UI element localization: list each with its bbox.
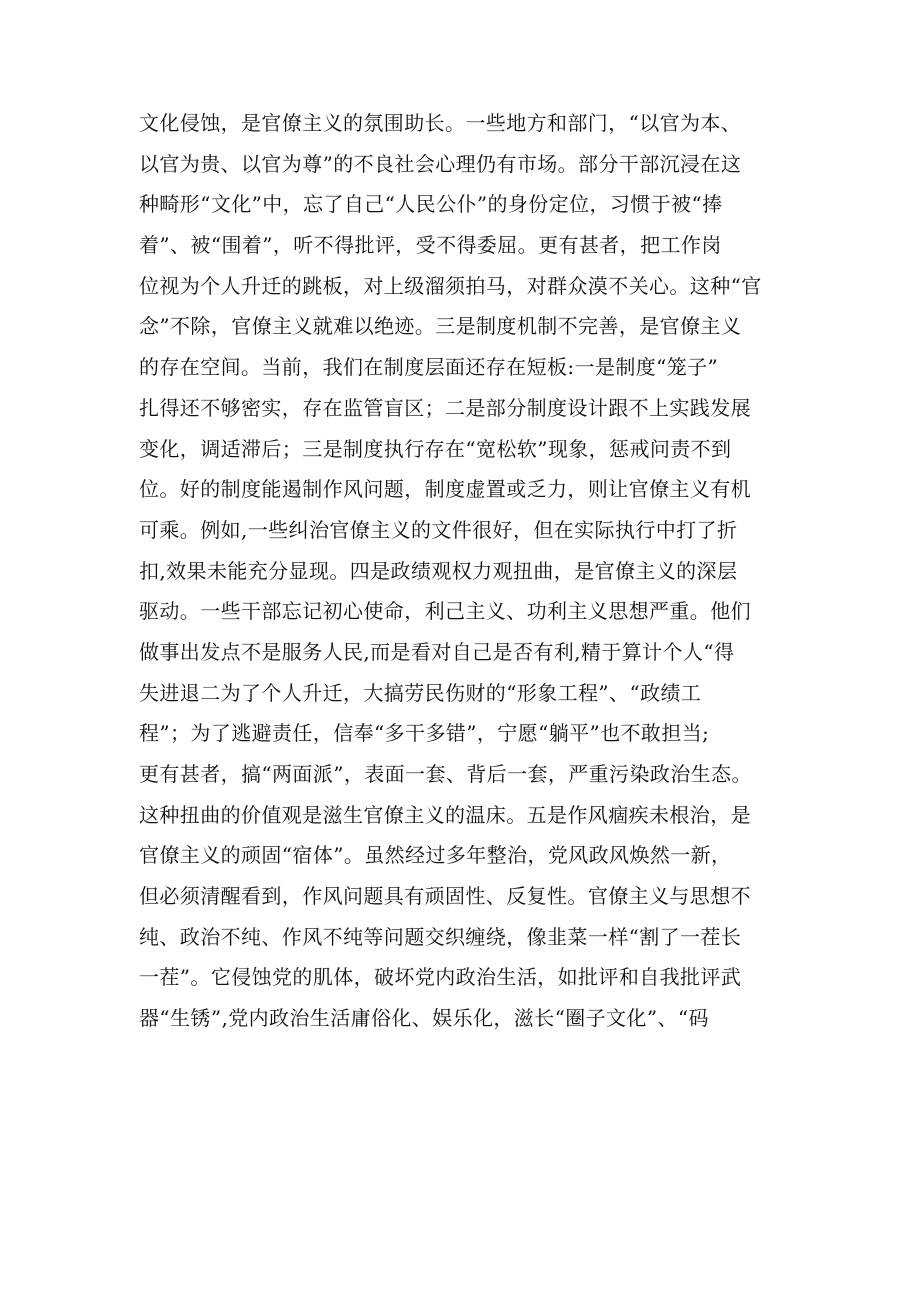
text-line: 的存在空间。当前，我们在制度层面还存在短板:一是制度“笼子” (139, 355, 719, 380)
text-line: 以官为贵、以官为尊”的不良社会心理仍有市场。部分干部沉浸在这 (139, 151, 742, 176)
text-line: 扎得还不够密实，存在监管盲区；二是部分制度设计跟不上实践发展 (139, 395, 751, 420)
text-line: 官僚主义的顽固“宿体”。虽然经过多年整治，党风政风焕然一新， (139, 843, 732, 868)
text-line: 程”；为了逃避责任，信奉“多干多错”，宁愿“躺平”也不敢担当; (139, 721, 710, 746)
text-line: 失进退二为了个人升迁，大搞劳民伤财的“形象工程”、“政绩工 (139, 680, 702, 705)
text-line: 这种扭曲的价值观是滋生官僚主义的温床。五是作风痼疾未根治，是 (139, 802, 751, 827)
body-text (139, 103, 789, 1039)
text-line: 位。好的制度能遏制作风问题，制度虚置或乏力，则让官僚主义有机 (139, 477, 751, 502)
text-line: 扣,效果未能充分显现。四是政绩观权力观扭曲，是官僚主义的深层 (139, 558, 738, 583)
text-line: 文化侵蚀，是官僚主义的氛围助长。一些地方和部门，“以官为本、 (139, 111, 742, 135)
text-line: 一茬”。它侵蚀党的肌体，破坏党内政治生活，如批评和自我批评武 (139, 965, 742, 990)
text-line: 位视为个人升迁的跳板，对上级溜须拍马，对群众漠不关心。这种“官 (139, 273, 762, 298)
text-line: 变化，调适滞后；三是制度执行存在“宽松软”现象，惩戒问责不到 (139, 436, 732, 461)
text-line: 器“生锈”,党内政治生活庸俗化、娱乐化，滋长“圈子文化”、“码 (139, 1006, 709, 1031)
text-line: 念”不除，官僚主义就难以绝迹。三是制度机制不完善，是官僚主义 (139, 314, 742, 339)
text-line: 但必须清醒看到，作风问题具有顽固性、反复性。官僚主义与思想不 (139, 884, 751, 909)
text-line: 做事出发点不是服务人民,而是看对自己是否有利,精于算计个人“得 (139, 639, 735, 664)
text-line: 纯、政治不纯、作风不纯等问题交织缠绕，像韭菜一样“割了一茬长 (139, 924, 742, 949)
text-line: 更有甚者，搞“两面派”，表面一套、背后一套，严重污染政治生态。 (139, 762, 752, 786)
text-line: 驱动。一些干部忘记初心使命，利己主义、功利主义思想严重。他们 (139, 599, 751, 624)
text-line: 着”、被“围着”，听不得批评，受不得委屈。更有甚者，把工作岗 (139, 233, 722, 258)
text-line: 可乘。例如,一些纠治官僚主义的文件很好，但在实际执行中打了折 (139, 517, 738, 542)
text-line: 种畸形“文化”中，忘了自己“人民公仆”的身份定位，习惯于被“捧 (139, 192, 723, 217)
